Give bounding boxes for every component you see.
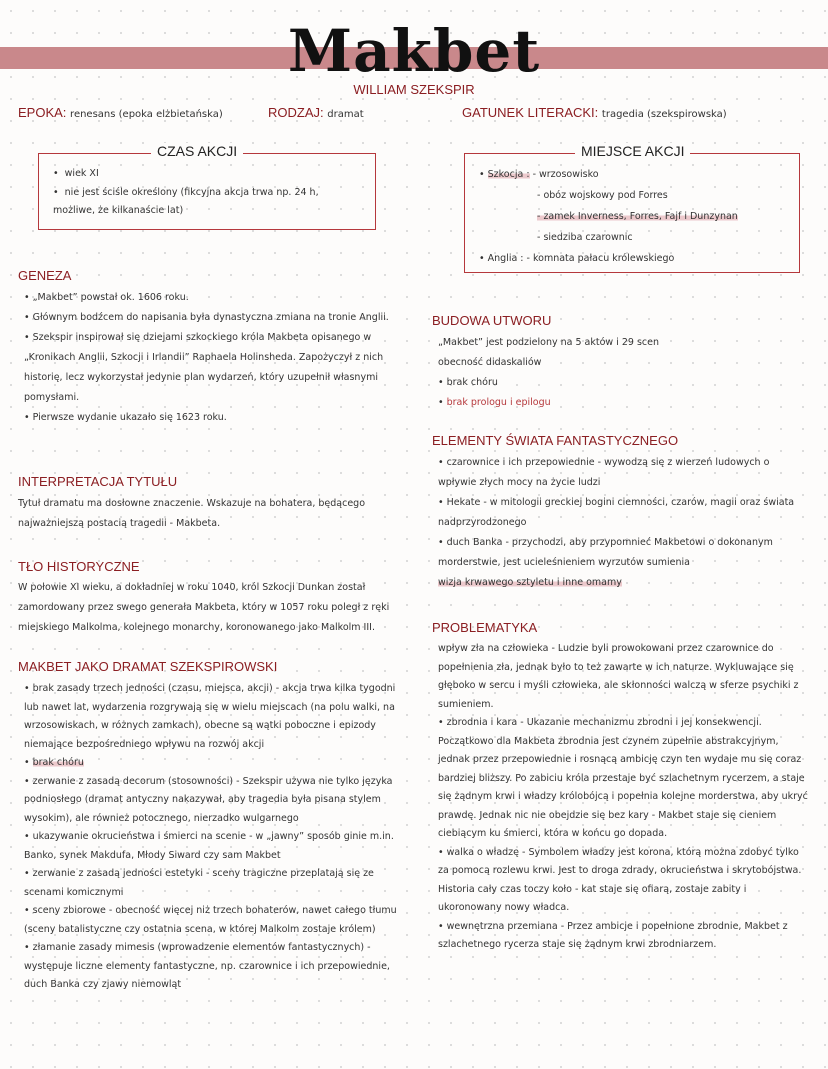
czas-akcji-title: CZAS AKCJI bbox=[151, 143, 243, 159]
list-item: - siedziba czarownic bbox=[537, 232, 633, 243]
list-item: • wiek XI bbox=[53, 168, 99, 179]
list-item: wpływ zła na człowieka - Ludzie byli prowokowani przez czarownice do popełnienia zła, jednak było to też zawarte w ich naturze. Wykluwające się głęboko w sercu i myśli człowieka, ale skłonności walczą w sferze psychiki z sumieniem. bbox=[438, 643, 799, 710]
list-item: • wewnętrzna przemiana - Przez ambicje i popełnione zbrodnie, Makbet z szlachetnego rycerza staje się żądnym krwi zbrodniarzem. bbox=[438, 920, 788, 950]
list-item: • „Makbet” powstał ok. 1606 roku. bbox=[24, 292, 189, 303]
gatunek-label: GATUNEK LITERACKI: bbox=[462, 105, 599, 120]
geneza-title: GENEZA bbox=[18, 268, 72, 283]
list-item: • zerwanie z zasadą decorum (stosowności) - Szekspir używa nie tylko języka podniosłego (dramat antyczny nakazywał, aby tragedia była pisana stylem wysokim), ale również potocznego, nierzadko wulgarnego bbox=[24, 775, 393, 824]
author: WILLIAM SZEKSPIR bbox=[353, 82, 475, 97]
list-item: - obóz wojskowy pod Forres bbox=[537, 190, 668, 201]
list-item: • zbrodnia i kara - Ukazanie mechanizmu zbrodni i jej konsekwencji. Początkowo dla Makbeta zbrodnia jest czynem zupełnie abstrakcyjnym, jednak przez przepowiednie i rosnącą ambicję czyn ten wydaje mu się coraz bardziej bliższy. Po zabiciu króla przestaje być szlachetnym rycerzem, a staje się żądnym krwi i władzy królobójcą i popełnia kolejne morderstwa, aby ukryć prawdę. Jednak nic nie obejdzie się bez kary - Makbet staje się cieniem ciebiącym ku śmierci, która w końcu go dopada. bbox=[438, 717, 808, 839]
fantastyczne-list bbox=[438, 453, 810, 593]
gatunek bbox=[462, 105, 727, 120]
list-item: „Makbet” jest podzielony na 5 aktów i 29 scen bbox=[438, 337, 660, 348]
list-item: • ukazywanie okrucieństwa i śmierci na scenie - w „jawny” sposób ginie m.in. Banko, synek Makdufa, Młody Siward czy sam Makbet bbox=[24, 831, 394, 861]
gatunek-value: tragedia (szekspirowska) bbox=[601, 109, 727, 120]
fantastyczne-title: ELEMENTY ŚWIATA FANTASTYCZNEGO bbox=[432, 433, 679, 448]
list-item: • Pierwsze wydanie ukazało się 1623 roku. bbox=[24, 412, 227, 423]
interpretacja-title: INTERPRETACJA TYTUŁU bbox=[18, 474, 178, 489]
czas-akcji-box bbox=[38, 143, 376, 230]
list-item: • brak zasady trzech jedności (czasu, miejsca, akcji) - akcja trwa kilka tygodni lub nawet lat, wydarzenia rozgrywają się w wielu miejscach (na polu walki, na wrzosowiskach, w różnych zamkach), obecne są wątki poboczne i epizody niemające bezpośredniego wpływu na rozwój akcji bbox=[24, 683, 396, 750]
list-item: • brak chóru bbox=[24, 757, 84, 768]
interpretacja-text: Tytuł dramatu ma dosłowne znaczenie. Wskazuje na bohatera, będącego najważniejszą postacią tragedii - Makbeta. bbox=[18, 498, 366, 529]
geneza-list bbox=[24, 288, 402, 428]
list-item: • Hekate - w mitologii greckiej bogini ciemności, czarów, magii oraz świata nadprzyrodzonego bbox=[438, 497, 795, 528]
list-item: obecność didaskaliów bbox=[438, 357, 542, 368]
list-item: • nie jest ściśle określony (fikcyjna akcja trwa np. 24 h, możliwe, że kilkanaście lat) bbox=[53, 187, 319, 216]
list-item: - zamek Inverness, Forres, Fajf i Dunzynan bbox=[537, 211, 738, 222]
list-item: • złamanie zasady mimesis (wprowadzenie elementów fantastycznych) - występuje liczne elementy fantastyczne, np. czarownice i ich przepowiednie, duch Banka czy zjawy niemowląt bbox=[24, 942, 390, 990]
tlo-title: TŁO HISTORYCZNE bbox=[18, 559, 140, 574]
list-item: • zerwanie z zasadą jedności estetyki - sceny tragiczne przeplatają się ze scenami komicznymi bbox=[24, 868, 374, 898]
problematyka-title: PROBLEMATYKA bbox=[432, 620, 538, 635]
list-item: • czarownice i ich przepowiednie - wywodzą się z wierzeń ludowych o wpływie złych mocy na życie ludzi bbox=[438, 457, 770, 488]
list-item: • Anglia : - komnata pałacu królewskiego bbox=[479, 253, 675, 264]
czas-akcji-list bbox=[53, 164, 363, 220]
tlo-text: W połowie XI wieku, a dokładniej w roku 1040, król Szkocji Dunkan został zamordowany przez swego generała Makbeta, który w 1057 roku poległ z ręki miejskiego Malkolma, kolejnego monarchy, koronowanego jako Malkolm III. bbox=[18, 582, 390, 633]
list-item: • Szekspir inspirował się dziejami szkockiego króla Makbeta opisanego w „Kronikach Anglii, Szkocji i Irlandii” Raphaela Holinsheda. Zapożyczył z nich historię, lecz wykorzystał jedynie plan wydarzeń, który uzupełnił własnymi pomysłami. bbox=[24, 332, 384, 403]
miejsce-akcji-box bbox=[464, 143, 800, 273]
dramat-list bbox=[24, 680, 408, 995]
epoka-value: renesans (epoka elżbietańska) bbox=[70, 109, 223, 120]
page-title: Makbet bbox=[287, 17, 541, 85]
miejsce-akcji-list bbox=[479, 164, 795, 269]
budowa-title: BUDOWA UTWORU bbox=[432, 313, 552, 328]
epoka bbox=[18, 105, 223, 120]
list-item: • brak prologu i epilogu bbox=[438, 397, 551, 408]
list-item: • Szkocja : - wrzosowisko bbox=[479, 169, 599, 180]
list-item: • walka o władzę - Symbolem władzy jest korona, którą można zdobyć tylko za pomocą rozlewu krwi. Jest to droga zdrady, okrucieństwa i skrytobójstwa. Historia cały czas toczy koło - kat staje się ofiarą, zostaje zabity i ukoronowany nowy władca. bbox=[438, 846, 802, 913]
miejsce-akcji-title: MIEJSCE AKCJI bbox=[575, 143, 690, 159]
rodzaj-label: RODZAJ: bbox=[268, 105, 324, 120]
dramat-title: MAKBET JAKO DRAMAT SZEKSPIROWSKI bbox=[18, 659, 278, 674]
budowa-list bbox=[438, 333, 810, 413]
list-item: • sceny zbiorowe - obecność więcej niż trzech bohaterów, nawet całego tłumu (sceny batalistyczne czy ostatnia scena, w której Malkolm zostaje królem) bbox=[24, 905, 397, 935]
problematyka-list bbox=[438, 640, 810, 955]
list-item: • duch Banka - przychodzi, aby przypomnieć Makbetowi o dokonanym morderstwie, jest ucieleśnieniem wyrzutów sumienia bbox=[438, 537, 773, 568]
epoka-label: EPOKA: bbox=[18, 105, 67, 120]
rodzaj bbox=[268, 105, 364, 120]
list-item: • Głównym bodźcem do napisania była dynastyczna zmiana na tronie Anglii. bbox=[24, 312, 389, 323]
rodzaj-value: dramat bbox=[327, 109, 364, 120]
list-item: • brak chóru bbox=[438, 377, 498, 388]
list-item: wizja krwawego sztyletu i inne omamy bbox=[438, 577, 622, 588]
